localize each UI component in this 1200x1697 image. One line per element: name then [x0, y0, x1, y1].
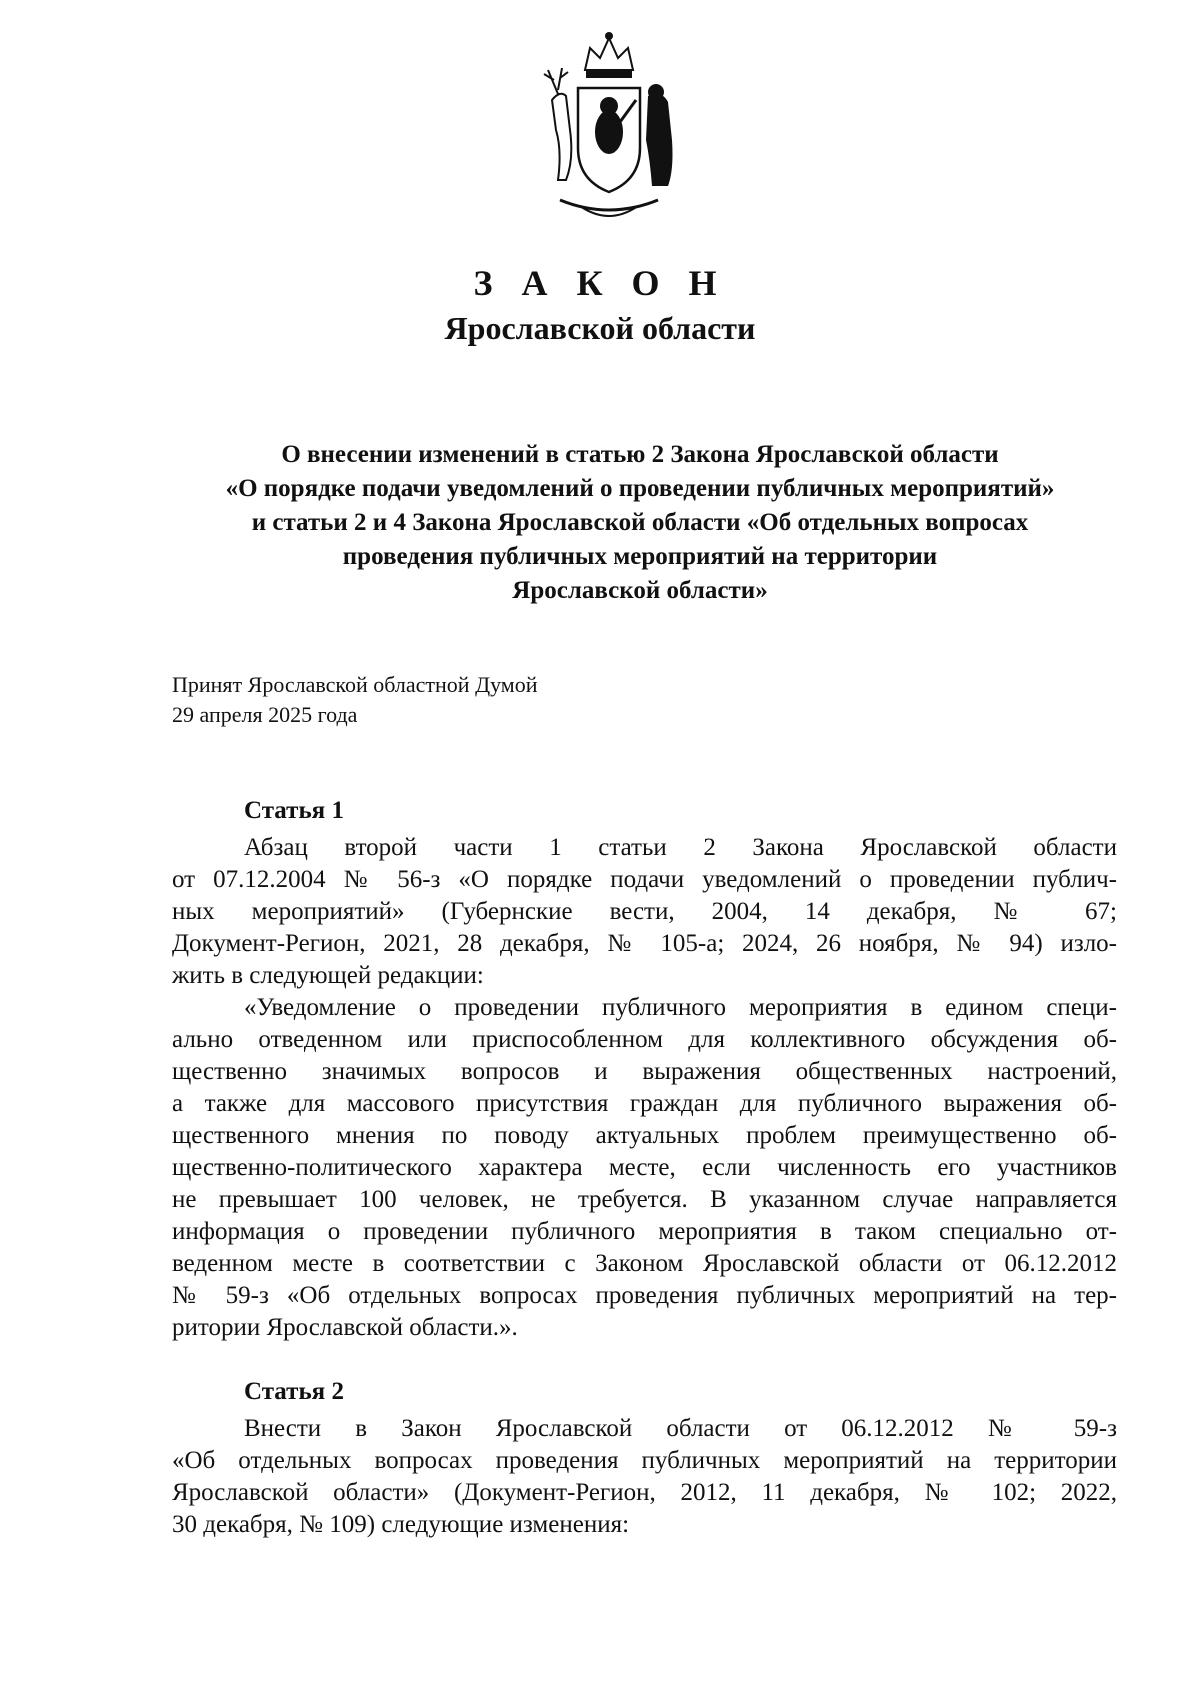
text-line: щественного мнения по поводу актуальных проблем преимущественно об-: [172, 1122, 1117, 1149]
adoption-note: [172, 670, 538, 730]
text-line: Ярославской области» (Документ-Регион, 2012, 11 декабря, № 102; 2022,: [172, 1479, 1117, 1506]
text-line: от 07.12.2004 № 56-з «О порядке подачи уведомлений о проведении публич-: [172, 866, 1117, 893]
text-line: щественно значимых вопросов и выражения общественных настроений,: [172, 1058, 1117, 1085]
subject-line: «О порядке подачи уведомлений о проведении публичных мероприятий»: [225, 475, 1055, 502]
subject-line: Ярославской области»: [512, 577, 768, 604]
text-line: Документ-Регион, 2021, 28 декабря, № 105-а; 2024, 26 ноября, № 94) изло-: [172, 930, 1117, 957]
text-line: а также для массового присутствия граждан для публичного выражения об-: [172, 1090, 1117, 1117]
subject-line: и статьи 2 и 4 Закона Ярославской области «Об отдельных вопросах: [251, 509, 1029, 536]
coat-of-arms-emblem: [540, 30, 678, 230]
text-line: не превышает 100 человек, не требуется. В указанном случае направляется: [172, 1186, 1117, 1213]
subject-line: проведения публичных мероприятий на территории: [342, 543, 938, 570]
text-line: Абзац второй части 1 статьи 2 Закона Ярославской области: [244, 834, 1117, 861]
text-line: 30 декабря, № 109) следующие изменения:: [172, 1511, 630, 1538]
article-2-paragraph-1: [172, 1413, 1117, 1541]
article-1-heading: Статья 1: [244, 797, 344, 824]
text-line: веденном месте в соответствии с Законом Ярославской области от 06.12.2012: [172, 1250, 1117, 1277]
article-1-paragraph-1: [172, 832, 1117, 992]
text-line: ально отведенном или приспособленном для коллективного обсуждения об-: [172, 1026, 1117, 1053]
article-2-heading: Статья 2: [244, 1378, 344, 1405]
law-subject-heading: [160, 438, 1120, 608]
adopted-date: 29 апреля 2025 года: [172, 702, 358, 727]
article-1-paragraph-2: [172, 992, 1117, 1344]
subject-line: О внесении изменений в статью 2 Закона Ярославской области: [281, 441, 999, 468]
text-line: «Об отдельных вопросах проведения публичных мероприятий на территории: [172, 1447, 1117, 1474]
text-line: жить в следующей редакции:: [172, 962, 484, 989]
text-line: № 59-з «Об отдельных вопросах проведения публичных мероприятий на тер-: [172, 1282, 1117, 1309]
region-subtitle: Ярославской области: [444, 310, 756, 346]
adopted-by: Принят Ярославской областной Думой: [172, 672, 538, 697]
text-line: информация о проведении публичного мероприятия в таком специально от-: [172, 1218, 1117, 1245]
text-line: щественно-политического характера месте, если численность его участников: [172, 1154, 1117, 1181]
text-line: Внести в Закон Ярославской области от 06.12.2012 № 59-з: [244, 1415, 1117, 1442]
text-line: ных мероприятий» (Губернские вести, 2004, 14 декабря, № 67;: [172, 898, 1117, 925]
text-line: «Уведомление о проведении публичного мероприятия в едином специ-: [244, 994, 1117, 1021]
document-type-title: З А К О Н: [473, 263, 727, 303]
text-line: ритории Ярославской области.».: [172, 1314, 518, 1341]
